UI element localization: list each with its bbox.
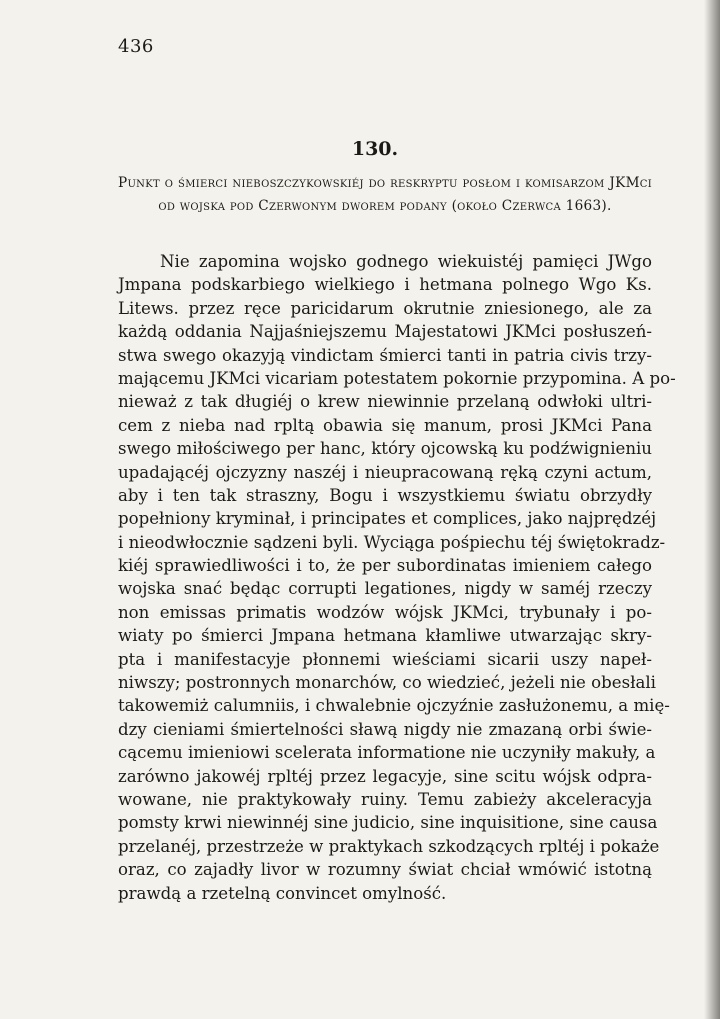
text-line: pta i manifestacyje płonnemi wieściami sicarii uszy napeł- [118,649,652,669]
text-line: dzy cieniami śmiertelności sławą nigdy nie zmazaną orbi świe- [118,719,652,739]
text-line: aby i ten tak straszny, Bogu i wszystkiemu światu obrzydły [118,485,652,505]
text-line: pomsty krwi niewinnéj sine judicio, sine inquisitione, sine causa [118,813,658,833]
text-line: przelanéj, przestrzeże w praktykach szkodzących rpltéj i pokaże [118,836,660,856]
text-line: mającemu JKMci vicariam potestatem pokornie przypomina. A po- [118,368,676,388]
text-line: stwa swego okazyją vindictam śmierci tanti in patria civis trzy- [118,345,652,365]
text-line: cem z nieba nad rpltą obawia się manum, prosi JKMci Pana [118,415,652,435]
text-line: wowane, nie praktykowały ruiny. Temu zabieży akceleracyja [118,789,652,809]
page-edge-shadow [704,0,720,1019]
document-number: 130. [351,138,399,160]
text-line: Nie zapomina wojsko godnego wiekuistéj pamięci JWgo [160,252,652,271]
text-line: każdą oddania Najjaśniejszemu Majestatowi JKMci posłuszeń- [118,322,652,342]
text-line: nieważ z tak długiéj o krew niewinnie przelaną odwłoki ultri- [118,392,652,412]
text-line: wiaty po śmierci Jmpana hetmana kłamliwe utwarzając skry- [118,626,652,646]
text-line: prawdą a rzetelną convincet omylność. [118,883,447,903]
text-line: cącemu imieniowi scelerata informatione nie uczyniły makuły, a [118,743,656,763]
text-line: zarówno jakowéj rpltéj przez legacyje, sine scitu wójsk odpra- [118,766,652,786]
text-line: oraz, co zajadły livor w rozumny świat chciał wmówić istotną [118,860,652,880]
text-line: kiéj sprawiedliwości i to, że per subordinatas imieniem całego [118,556,652,576]
text-line: upadającéj ojczyzny naszéj i nieupracowaną ręką czyni actum, [118,462,652,482]
text-line: wojska snać będąc corrupti legationes, nigdy w saméj rzeczy [118,579,652,599]
text-line: Litews. przez ręce paricidarum okrutnie zniesionego, ale za [118,298,652,318]
page-number: 436 [118,36,154,57]
text-line: non emissas primatis wodzów wójsk JKMci, trybunały i po- [118,602,652,622]
text-line: takowemiż calumniis, i chwalebnie ojczyźnie zasłużonemu, a mię- [118,696,670,716]
text-line: popełniony kryminał, i principates et complices, jako najprędzéj [118,509,657,529]
document-body [118,250,676,905]
document-heading: Punkt o śmierci nieboszczykowskiéj do reskryptu posłom i komisarzom JKMci od wojska pod Czerwonym dworem podany (około Czerwca 1663). [118,175,652,214]
text-line: swego miłościwego per hanc, który ojcowską ku podźwignieniu [118,439,652,459]
text-line: i nieodwłocznie sądzeni byli. Wyciąga pośpiechu téj świętokradz- [118,532,666,552]
text-line: Jmpana podskarbiego wielkiego i hetmana polnego Wgo Ks. [118,275,652,295]
text-line: niwszy; postronnych monarchów, co wiedzieć, jeżeli nie obesłali [118,673,656,693]
